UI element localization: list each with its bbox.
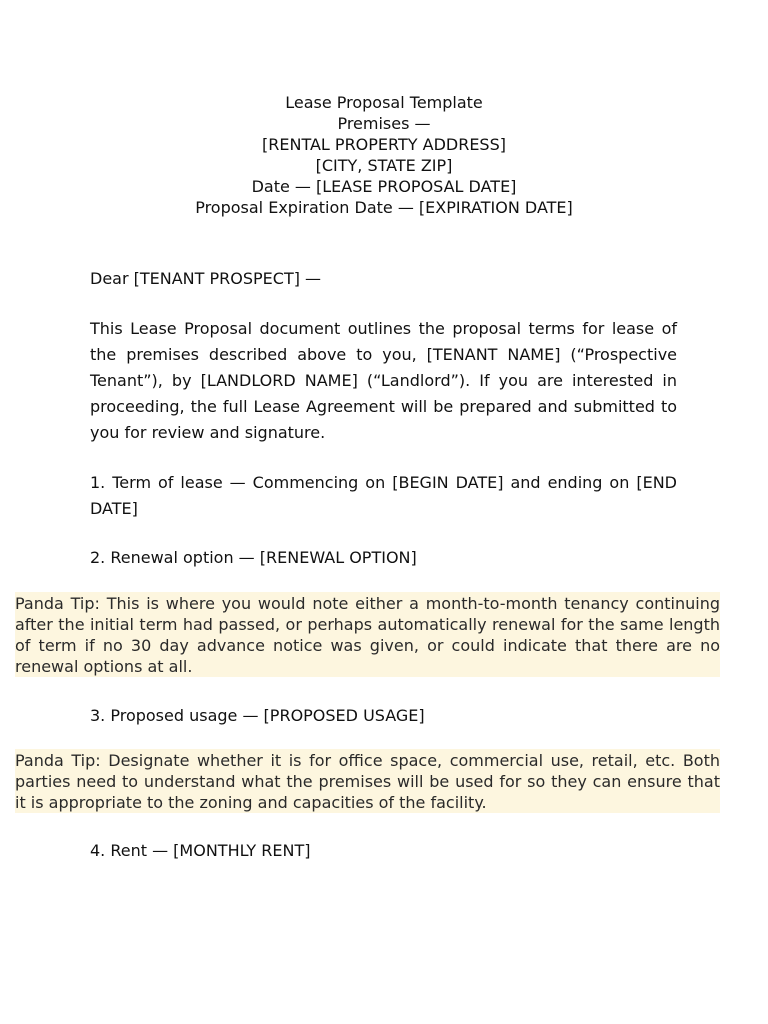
panda-tip-renewal: Panda Tip: This is where you would note either a month-to-month tenancy continuing after the initial term had passed, or perhaps automatically renewal for the same length of term if no 30 day advance notice was given, or could indicate that there are no renewal options at all. (15, 594, 720, 676)
section-rent: 4. Rent — [MONTHLY RENT] (90, 841, 311, 860)
panda-tip-usage: Panda Tip: Designate whether it is for office space, commercial use, retail, etc. Both parties need to understand what the premises will be used for so they can ensure that it is appropriate to the zoning and capacities of the facility. (15, 751, 720, 812)
section-proposed-usage: 3. Proposed usage — [PROPOSED USAGE] (90, 706, 425, 725)
expiration-date: Proposal Expiration Date — [EXPIRATION DATE] (195, 198, 573, 217)
intro-paragraph: This Lease Proposal document outlines the proposal terms for lease of the premises described above to you, [TENANT NAME] (“Prospective Tenant”), by [LANDLORD NAME] (“Landlord”). If you are interested in proceeding, the full Lease Agreement will be prepared and submitted to you for review and signature. (90, 319, 677, 442)
section-renewal-option: 2. Renewal option — [RENEWAL OPTION] (90, 548, 417, 567)
document-header (0, 92, 768, 218)
proposal-date: Date — [LEASE PROPOSAL DATE] (251, 177, 517, 196)
city-state-zip: [CITY, STATE ZIP] (315, 156, 453, 175)
property-address: [RENTAL PROPERTY ADDRESS] (262, 135, 506, 154)
section-term-of-lease: 1. Term of lease — Commencing on [BEGIN DATE] and ending on [END DATE] (90, 473, 677, 518)
document-title: Lease Proposal Template (285, 93, 483, 112)
salutation: Dear [TENANT PROSPECT] — (90, 269, 322, 288)
premises-label: Premises — (337, 114, 431, 133)
